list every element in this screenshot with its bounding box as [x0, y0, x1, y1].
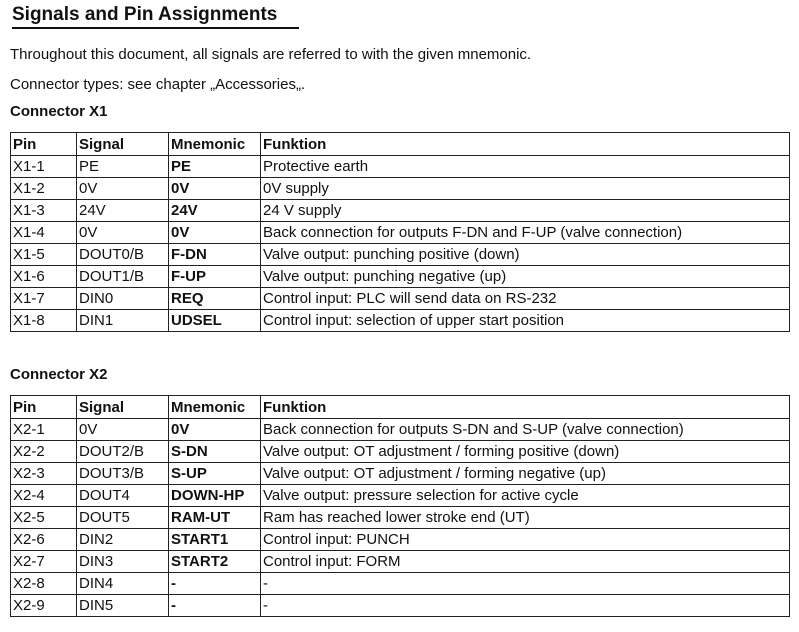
table-header-row [11, 133, 790, 156]
connector-x2-table [10, 395, 790, 617]
function-cell: Valve output: OT adjustment / forming positive (down) [261, 441, 790, 463]
signal-cell: DOUT3/B [77, 463, 169, 485]
mnemonic-cell: REQ [169, 288, 261, 310]
pin-cell: X2-3 [11, 463, 77, 485]
signal-cell: DIN1 [77, 310, 169, 332]
column-header-function: Funktion [261, 133, 790, 156]
mnemonic-cell: 0V [169, 419, 261, 441]
function-cell: Back connection for outputs S-DN and S-UP (valve connection) [261, 419, 790, 441]
table-row [11, 266, 790, 288]
function-cell: - [261, 595, 790, 617]
function-cell: Control input: PUNCH [261, 529, 790, 551]
pin-cell: X1-7 [11, 288, 77, 310]
pin-cell: X2-9 [11, 595, 77, 617]
signal-cell: DIN3 [77, 551, 169, 573]
pin-cell: X1-8 [11, 310, 77, 332]
mnemonic-cell: RAM-UT [169, 507, 261, 529]
mnemonic-cell: UDSEL [169, 310, 261, 332]
pin-cell: X1-6 [11, 266, 77, 288]
function-cell: Ram has reached lower stroke end (UT) [261, 507, 790, 529]
table-row [11, 200, 790, 222]
column-header-signal: Signal [77, 396, 169, 419]
table-header-row [11, 396, 790, 419]
mnemonic-cell: - [169, 595, 261, 617]
function-cell: 24 V supply [261, 200, 790, 222]
signal-cell: PE [77, 156, 169, 178]
column-header-pin: Pin [11, 133, 77, 156]
pin-cell: X2-1 [11, 419, 77, 441]
mnemonic-cell: F-DN [169, 244, 261, 266]
column-header-pin: Pin [11, 396, 77, 419]
function-cell: Back connection for outputs F-DN and F-UP (valve connection) [261, 222, 790, 244]
column-header-mnemonic: Mnemonic [169, 396, 261, 419]
mnemonic-cell: 0V [169, 178, 261, 200]
mnemonic-cell: F-UP [169, 266, 261, 288]
function-cell: Valve output: punching positive (down) [261, 244, 790, 266]
function-cell: Protective earth [261, 156, 790, 178]
table-row [11, 463, 790, 485]
signal-cell: DIN0 [77, 288, 169, 310]
table-row [11, 222, 790, 244]
signal-cell: 0V [77, 419, 169, 441]
signal-cell: 0V [77, 222, 169, 244]
signal-cell: DOUT4 [77, 485, 169, 507]
mnemonic-cell: PE [169, 156, 261, 178]
table-row [11, 507, 790, 529]
function-cell: - [261, 573, 790, 595]
table-row [11, 595, 790, 617]
table-row [11, 178, 790, 200]
function-cell: 0V supply [261, 178, 790, 200]
pin-cell: X1-4 [11, 222, 77, 244]
intro-paragraph: Connector types: see chapter „Accessories„. [10, 76, 306, 93]
connector-x1-heading: Connector X1 [10, 103, 108, 120]
signal-cell: DIN5 [77, 595, 169, 617]
pin-cell: X2-4 [11, 485, 77, 507]
pin-cell: X2-8 [11, 573, 77, 595]
pin-cell: X1-2 [11, 178, 77, 200]
table-row [11, 551, 790, 573]
column-header-function: Funktion [261, 396, 790, 419]
table-row [11, 441, 790, 463]
function-cell: Valve output: punching negative (up) [261, 266, 790, 288]
pin-cell: X2-6 [11, 529, 77, 551]
pin-cell: X1-3 [11, 200, 77, 222]
signal-cell: DOUT5 [77, 507, 169, 529]
table-row [11, 419, 790, 441]
connector-x2-heading: Connector X2 [10, 366, 108, 383]
pin-cell: X1-1 [11, 156, 77, 178]
function-cell: Control input: selection of upper start position [261, 310, 790, 332]
mnemonic-cell: - [169, 573, 261, 595]
intro-paragraph: Throughout this document, all signals are referred to with the given mnemonic. [10, 46, 532, 63]
signal-cell: 0V [77, 178, 169, 200]
connector-x2-rows [11, 419, 790, 617]
function-cell: Control input: PLC will send data on RS-232 [261, 288, 790, 310]
signal-cell: 24V [77, 200, 169, 222]
mnemonic-cell: START1 [169, 529, 261, 551]
function-cell: Control input: FORM [261, 551, 790, 573]
signal-cell: DIN4 [77, 573, 169, 595]
table-row [11, 244, 790, 266]
mnemonic-cell: 0V [169, 222, 261, 244]
mnemonic-cell: 24V [169, 200, 261, 222]
signal-cell: DOUT2/B [77, 441, 169, 463]
mnemonic-cell: START2 [169, 551, 261, 573]
table-row [11, 485, 790, 507]
pin-cell: X2-5 [11, 507, 77, 529]
function-cell: Valve output: pressure selection for active cycle [261, 485, 790, 507]
column-header-mnemonic: Mnemonic [169, 133, 261, 156]
signal-cell: DOUT0/B [77, 244, 169, 266]
mnemonic-cell: S-UP [169, 463, 261, 485]
pin-cell: X2-7 [11, 551, 77, 573]
table-row [11, 573, 790, 595]
table-row [11, 156, 790, 178]
signal-cell: DIN2 [77, 529, 169, 551]
mnemonic-cell: S-DN [169, 441, 261, 463]
signal-cell: DOUT1/B [77, 266, 169, 288]
table-row [11, 288, 790, 310]
table-row [11, 529, 790, 551]
pin-cell: X1-5 [11, 244, 77, 266]
page-title: Signals and Pin Assignments [12, 3, 299, 29]
pin-cell: X2-2 [11, 441, 77, 463]
function-cell: Valve output: OT adjustment / forming negative (up) [261, 463, 790, 485]
column-header-signal: Signal [77, 133, 169, 156]
mnemonic-cell: DOWN-HP [169, 485, 261, 507]
connector-x1-rows [11, 156, 790, 332]
table-row [11, 310, 790, 332]
connector-x1-table [10, 132, 790, 332]
